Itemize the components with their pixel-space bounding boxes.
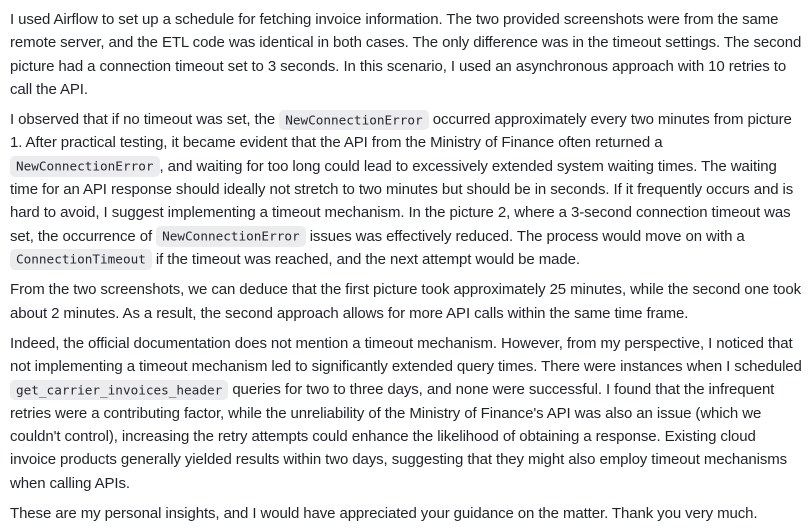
inline-code: NewConnectionError	[279, 110, 429, 131]
text-run: , and waiting for too long could lead to excessively extended system waiting times. The waiting time for an API response should ideally not stretch to two minutes but should be in seconds. If it frequently occurs and is hard to avoid, I suggest implementing a timeout mechanism. In the picture 2, where a 3-second connection timeout was set, the occurrence of	[10, 157, 794, 245]
text-run: occurred approximately every two minutes from picture 1. After practical testing, it became evident that the API from the Ministry of Finance often returned a	[10, 111, 792, 152]
inline-code: get_carrier_invoices_header	[10, 380, 228, 401]
inline-code: NewConnectionError	[10, 156, 160, 177]
paragraph	[10, 108, 802, 271]
text-run: issues was effectively reduced. The process would move on with a	[305, 227, 745, 245]
paragraph	[10, 502, 802, 525]
inline-code: NewConnectionError	[156, 226, 306, 247]
text-run: Indeed, the official documentation does not mention a timeout mechanism. However, from my perspective, I noticed that not implementing a timeout mechanism led to significantly extended query times. There were instances when I scheduled	[10, 334, 802, 376]
text-run: if the timeout was reached, and the next attempt would be made.	[151, 250, 580, 268]
inline-code: ConnectionTimeout	[10, 249, 152, 270]
text-run: From the two screenshots, we can deduce that the first picture took approximately 25 minutes, while the second one took about 2 minutes. As a result, the second approach allows for more API calls within the same time frame.	[10, 281, 802, 322]
paragraph	[10, 278, 802, 325]
text-run: I observed that if no timeout was set, the	[10, 111, 280, 129]
text-run: I used Airflow to set up a schedule for fetching invoice information. The two provided screenshots were from the same remote server, and the ETL code was identical in both cases. The only difference was in the timeout settings. The second picture had a connection timeout set to 3 seconds. In this scenario, I used an asynchronous approach with 10 retries to call the API.	[10, 11, 802, 98]
text-run: These are my personal insights, and I would have appreciated your guidance on the matter. Thank you very much.	[10, 504, 758, 522]
paragraph	[10, 332, 802, 495]
paragraph	[10, 8, 802, 101]
text-run: queries for two to three days, and none were successful. I found that the infrequent retries were a contributing factor, while the unreliability of the Ministry of Finance's API was also an issue (which we couldn't control), increasing the retry attempts could enhance the likelihood of obtaining a response. Existing cloud invoice products generally yielded results within two days, suggesting that they might also employ timeout mechanisms when calling APIs.	[10, 381, 788, 492]
